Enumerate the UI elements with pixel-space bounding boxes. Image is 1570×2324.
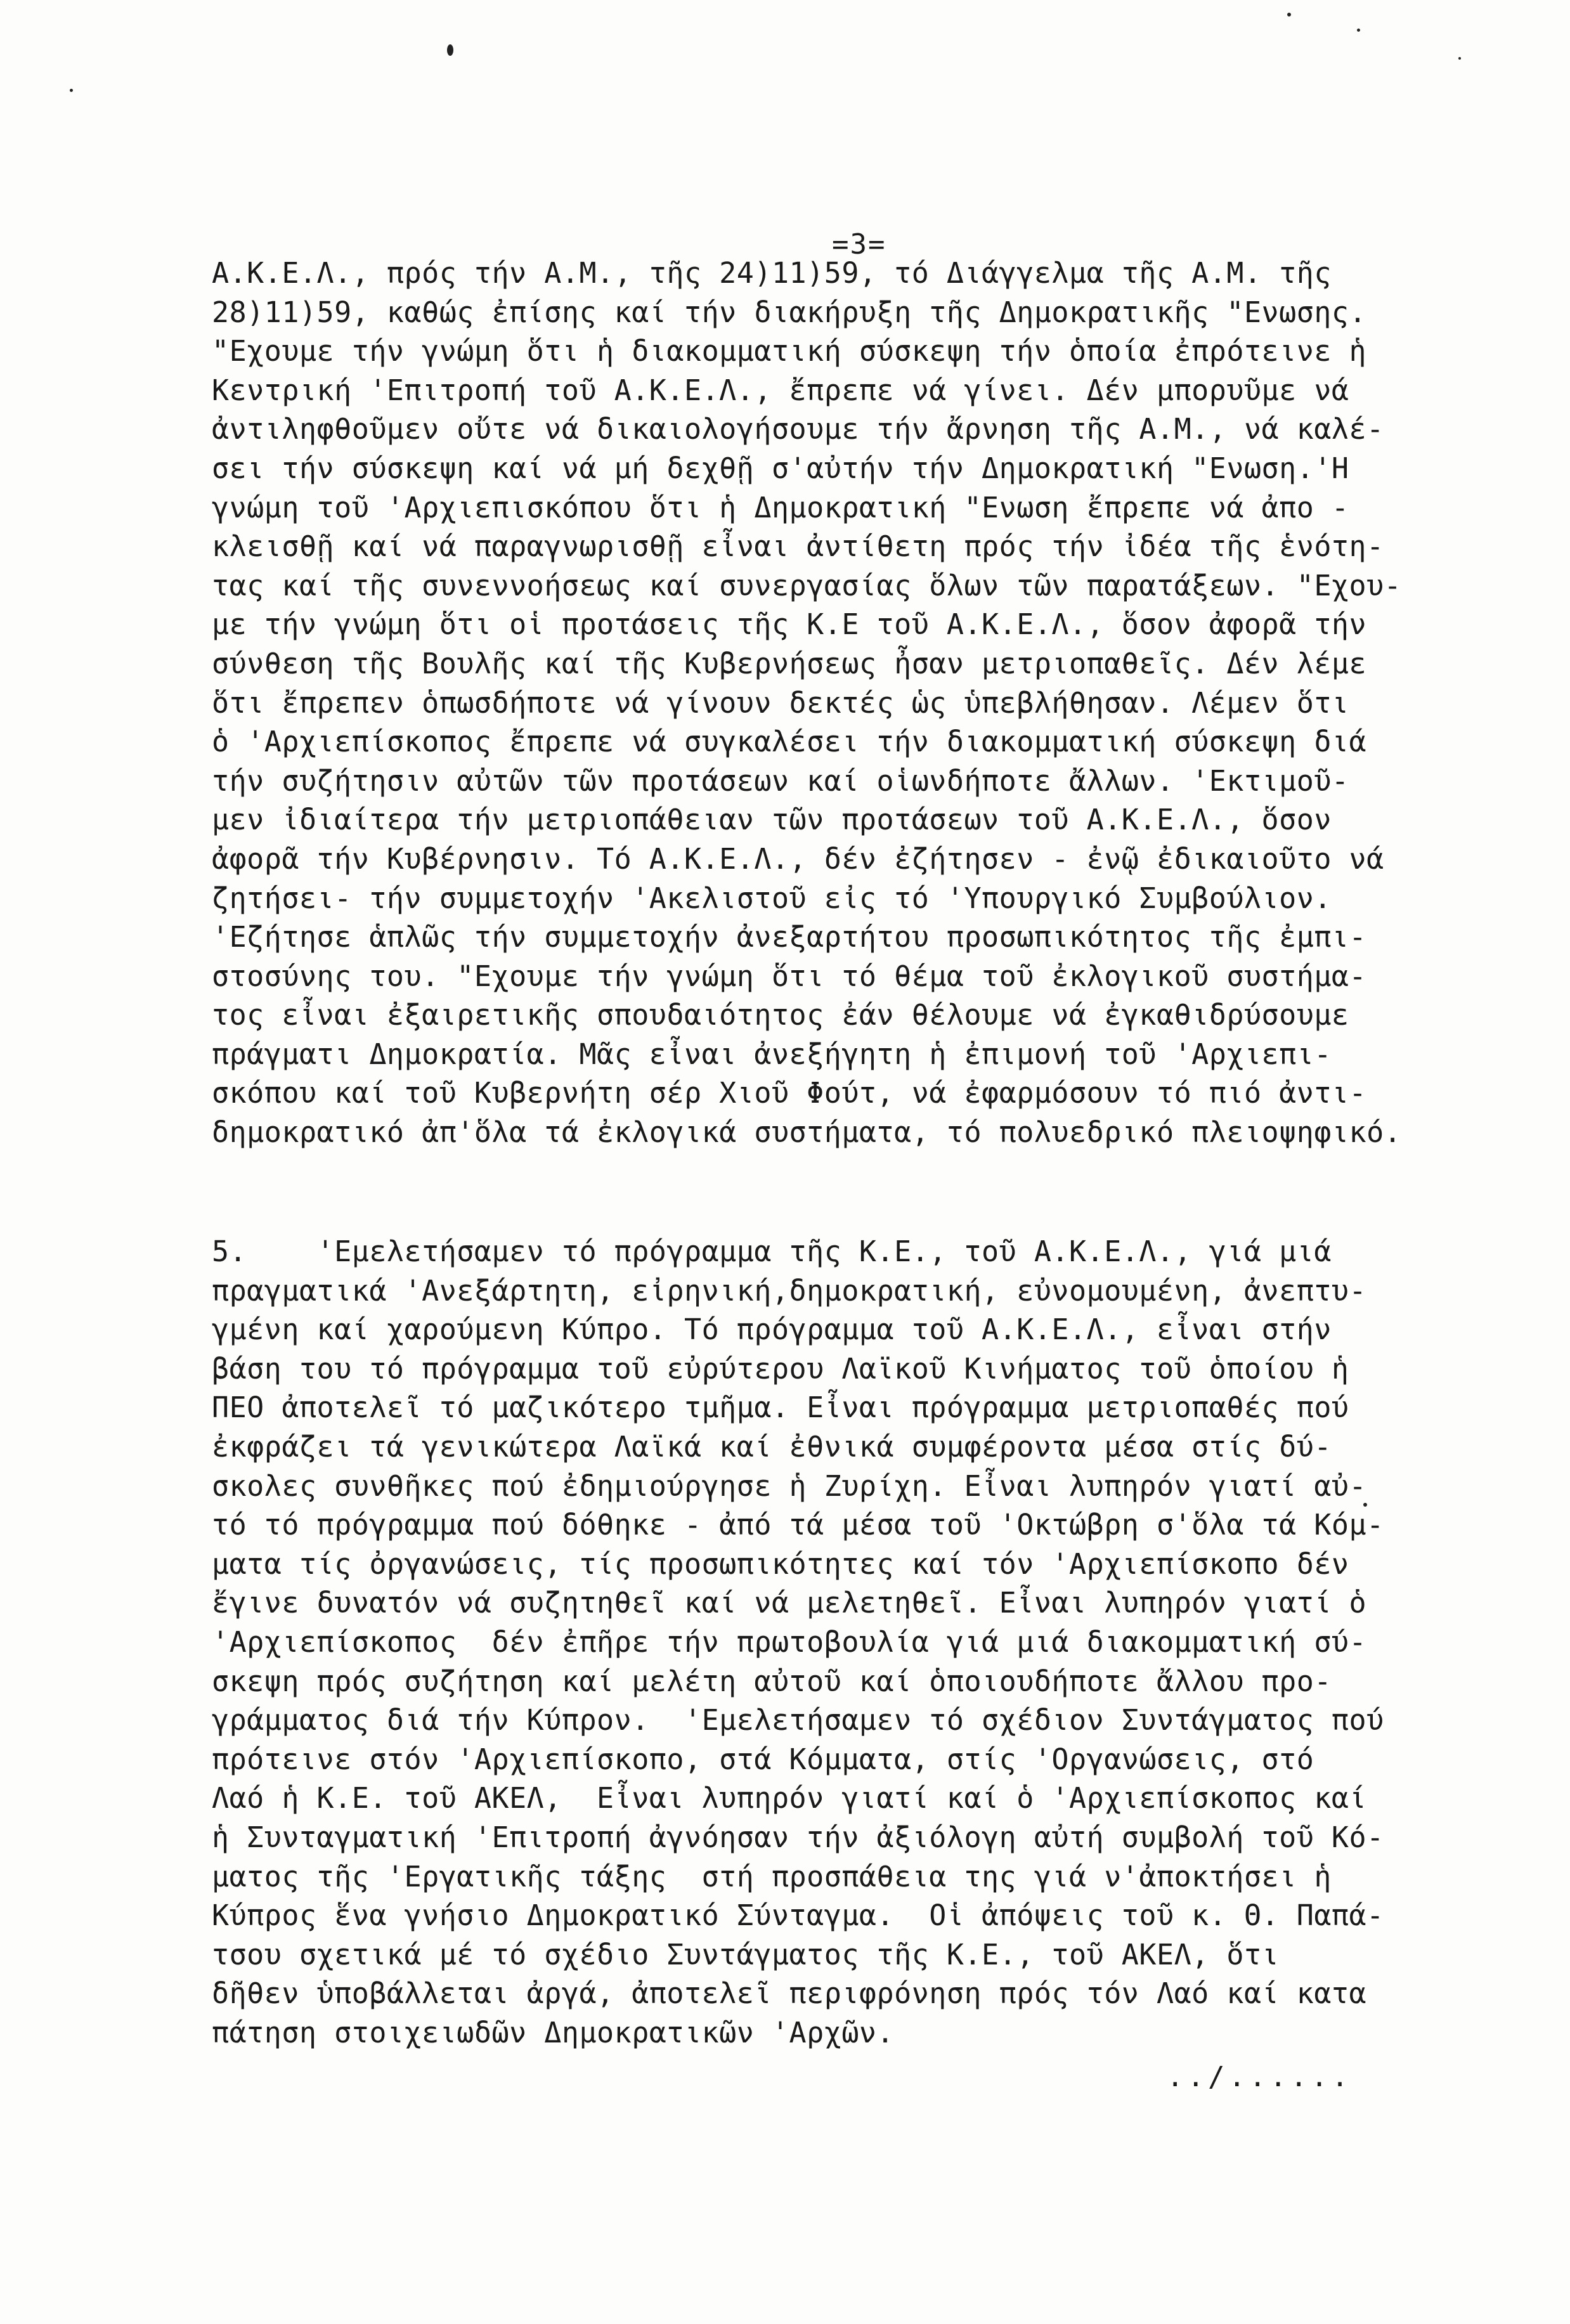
text-line: δημοκρατικό ἀπ'ὅλα τά ἐκλογικά συστήματα, τό πολυεδρικό πλειοψηφικό. [212, 1115, 1402, 1150]
text-line: στοσύνης του. "Εχουμε τήν γνώμη ὅτι τό θέμα τοῦ ἐκλογικοῦ συστήμα- [212, 959, 1367, 993]
text-line: με τήν γνώμη ὅτι οἱ προτάσεις τῆς Κ.Ε τοῦ Α.Κ.Ε.Λ., ὅσον ἀφορᾶ τήν [212, 607, 1367, 642]
text-line: τήν συζήτησιν αὐτῶν τῶν προτάσεων καί οἱωνδήποτε ἄλλων. 'Εκτιμοῦ- [212, 763, 1349, 798]
scan-speck [70, 89, 73, 92]
text-line: σκόπου καί τοῦ Κυβερνήτη σέρ Χιοῦ Φούτ, νά ἐφαρμόσουν τό πιό ἀντι- [212, 1076, 1367, 1110]
text-line: ἀντιληφθοῦμεν οὔτε νά δικαιολογήσουμε τήν ἄρνηση τῆς Α.Μ., νά καλέ- [212, 412, 1384, 446]
text-line: ζητήσει- τήν συμμετοχήν 'Ακελιστοῦ εἰς τό 'Υπουργικό Συμβούλιον. [212, 881, 1332, 915]
text-line: γνώμη τοῦ 'Αρχιεπισκόπου ὅτι ἡ Δημοκρατική "Ενωση ἔπρεπε νά ἀπο - [212, 490, 1349, 524]
text-line: 28)11)59, καθώς ἐπίσης καί τήν διακήρυξη τῆς Δημοκρατικῆς "Ενωσης. [212, 295, 1367, 329]
text-line: σει τήν σύσκεψη καί νά μή δεχθῇ σ'αὐτήν τήν Δημοκρατική "Ενωση.'Η [212, 451, 1349, 485]
text-line: 'Αρχιεπίσκοπος δέν ἐπῆρε τήν πρωτοβουλία γιά μιά διακομματική σύ- [212, 1625, 1367, 1659]
text-line: τσου σχετικά μέ τό σχέδιο Συντάγματος τῆς Κ.Ε., τοῦ ΑΚΕΛ, ὅτι [212, 1937, 1280, 1971]
text-line: δῆθεν ὑποβάλλεται ἀργά, ἀποτελεῖ περιφρόνηση πρός τόν Λαό καί κατα [212, 1977, 1367, 2011]
text-line: σκολες συνθῆκες πού ἐδημιούργησε ἡ Ζυρίχη. Εἶναι λυπηρόν γιατί αὐ- [212, 1469, 1367, 1503]
text-line: τας καί τῆς συνεννοήσεως καί συνεργασίας ὅλων τῶν παρατάξεων. "Εχου- [212, 568, 1402, 602]
page-number: =3= [832, 228, 886, 261]
text-line: Α.Κ.Ε.Λ., πρός τήν Α.Μ., τῆς 24)11)59, τό Διάγγελμα τῆς Α.Μ. τῆς [212, 256, 1332, 290]
text-line: πάτηση στοιχειωδῶν Δημοκρατικῶν 'Αρχῶν. [212, 2015, 895, 2049]
text-line: Κύπρος ἕνα γνήσιο Δημοκρατικό Σύνταγμα. Οἱ ἀπόψεις τοῦ κ. Θ. Παπά- [212, 1899, 1384, 1933]
text-line: 5. 'Εμελετήσαμεν τό πρόγραμμα τῆς Κ.Ε., τοῦ Α.Κ.Ε.Λ., γιά μιά [212, 1235, 1332, 1268]
body-paragraph-1 [212, 254, 1505, 1152]
text-line: σύνθεση τῆς Βουλῆς καί τῆς Κυβερνήσεως ἦσαν μετριοπαθεῖς. Δέν λέμε [212, 646, 1367, 680]
text-line: ματος τῆς 'Εργατικῆς τάξης στή προσπάθεια της γιά ν'ἀποκτήσει ἡ [212, 1859, 1332, 1893]
text-line: τό τό πρόγραμμα πού δόθηκε - ἀπό τά μέσα τοῦ 'Οκτώβρη σ'ὅλα τά Κόμ- [212, 1508, 1384, 1542]
text-line: ἀφορᾶ τήν Κυβέρνησιν. Τό Α.Κ.Ε.Λ., δέν ἐζήτησεν - ἐνῷ ἐδικαιοῦτο νά [212, 841, 1384, 876]
text-line: γράμματος διά τήν Κύπρον. 'Εμελετήσαμεν τό σχέδιον Συντάγματος πού [212, 1703, 1384, 1737]
text-line: σκεψη πρός συζήτηση καί μελέτη αὐτοῦ καί ὁποιουδήποτε ἄλλου προ- [212, 1664, 1332, 1698]
text-line: πραγματικά 'Ανεξάρτητη, εἰρηνική,δημοκρατική, εὐνομουμένη, ἀνεπτυ- [212, 1273, 1367, 1308]
text-line: ὅτι ἔπρεπεν ὁπωσδήποτε νά γίνουν δεκτές ὡς ὑπεβλήθησαν. Λέμεν ὅτι [212, 685, 1349, 720]
text-line: πρότεινε στόν 'Αρχιεπίσκοπο, στά Κόμματα, στίς 'Οργανώσεις, στό [212, 1742, 1314, 1776]
text-line: μεν ἰδιαίτερα τήν μετριοπάθειαν τῶν προτάσεων τοῦ Α.Κ.Ε.Λ., ὅσον [212, 803, 1332, 837]
text-line: βάση του τό πρόγραμμα τοῦ εὐρύτερου Λαϊκοῦ Κινήματος τοῦ ὁποίου ἡ [212, 1351, 1349, 1386]
text-line: ὁ 'Αρχιεπίσκοπος ἔπρεπε νά συγκαλέσει τήν διακομματική σύσκεψη διά [212, 725, 1367, 759]
scan-speck [1357, 29, 1360, 32]
text-line: ἐκφράζει τά γενικώτερα Λαϊκά καί ἐθνικά συμφέροντα μέσα στίς δύ- [212, 1429, 1332, 1464]
text-line: ἔγινε δυνατόν νά συζητηθεῖ καί νά μελετηθεῖ. Εἶναι λυπηρόν γιατί ὁ [212, 1586, 1367, 1620]
text-line: πράγματι Δημοκρατία. Μᾶς εἶναι ἀνεξήγητη ἡ ἐπιμονή τοῦ 'Αρχιεπι- [212, 1037, 1332, 1071]
text-line: ματα τίς ὀργανώσεις, τίς προσωπικότητες καί τόν 'Αρχιεπίσκοπο δέν [212, 1547, 1349, 1581]
body-paragraph-2 [212, 1232, 1505, 2052]
continuation-mark: ../...... [1167, 2061, 1353, 2093]
text-line: τος εἶναι ἐξαιρετικῆς σπουδαιότητος ἐάν θέλουμε νά ἐγκαθιδρύσουμε [212, 998, 1349, 1032]
text-line: 'Εζήτησε ἁπλῶς τήν συμμετοχήν ἀνεξαρτήτου προσωπικότητος τῆς ἐμπι- [212, 920, 1367, 954]
text-line: Κεντρική 'Επιτροπή τοῦ Α.Κ.Ε.Λ., ἔπρεπε νά γίνει. Δέν μπορυῦμε νά [212, 373, 1349, 407]
scan-speck [1458, 57, 1461, 60]
scan-speck [447, 44, 453, 56]
text-line: ΠΕΟ ἀποτελεῖ τό μαζικότερο τμῆμα. Εἶναι πρόγραμμα μετριοπαθές πού [212, 1391, 1349, 1425]
text-line: "Εχουμε τήν γνώμη ὅτι ἡ διακομματική σύσκεψη τήν ὁποία ἐπρότεινε ἡ [212, 334, 1367, 368]
text-line: Λαό ἡ Κ.Ε. τοῦ ΑΚΕΛ, Εἶναι λυπηρόν γιατί καί ὁ 'Αρχιεπίσκοπος καί [212, 1781, 1367, 1815]
text-line: κλεισθῇ καί νά παραγνωρισθῇ εἶναι ἀντίθετη πρός τήν ἰδέα τῆς ἑνότη- [212, 529, 1384, 564]
text-line: ἡ Συνταγματική 'Επιτροπή ἀγνόησαν τήν ἀξιόλογη αὐτή συμβολή τοῦ Κό- [212, 1820, 1384, 1854]
text-line: γμένη καί χαρούμενη Κύπρο. Τό πρόγραμμα τοῦ Α.Κ.Ε.Λ., εἶναι στήν [212, 1313, 1332, 1347]
scan-speck [1287, 13, 1291, 16]
